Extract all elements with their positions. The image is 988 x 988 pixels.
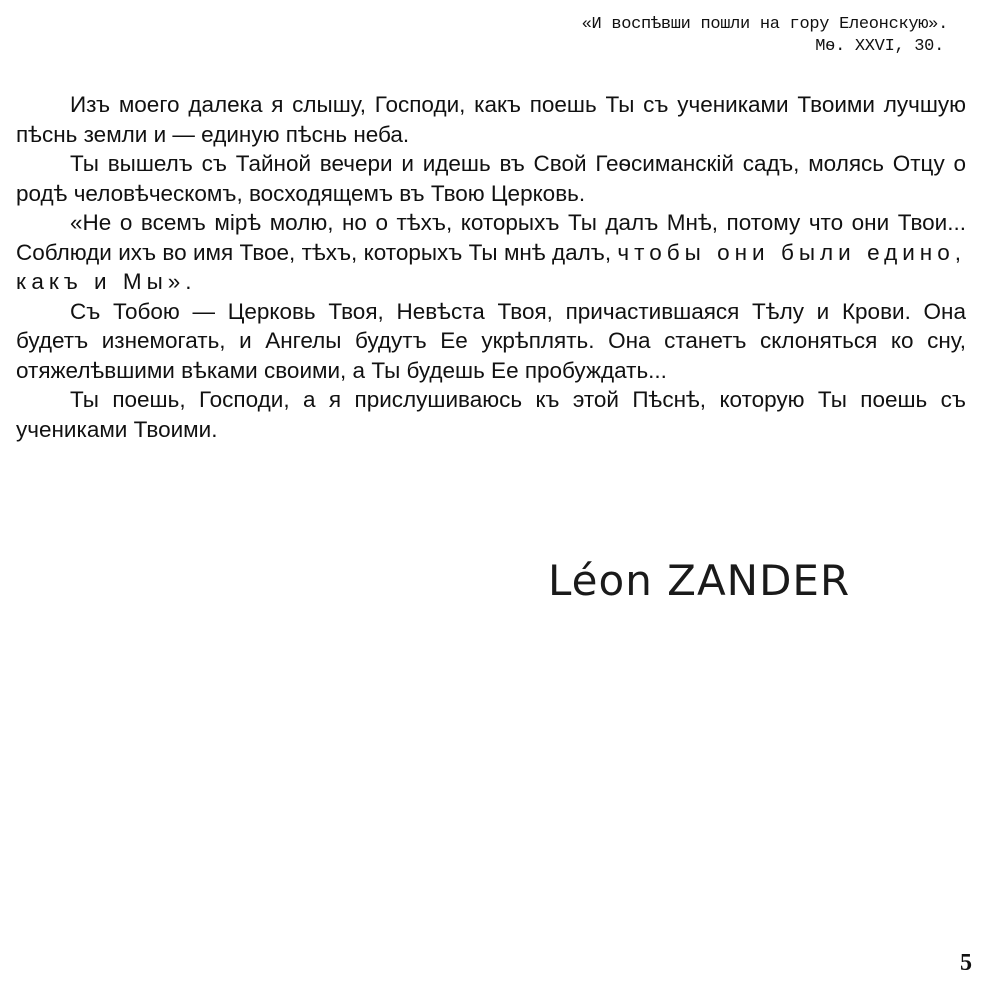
paragraph: Ты поешь, Господи, а я прислушиваюсь къ этой Пѣснѣ, которую Ты поешь съ учениками Твоими.: [16, 387, 966, 442]
epigraph: [428, 14, 948, 58]
epigraph-quote: «И воспѣвши пошли на гору Елеонскую».: [581, 15, 948, 34]
paragraph: Ты вышелъ съ Тайной вечери и идешь въ Свой Геѳсиманскій садъ, молясь Отцу о родѣ человѣческомъ, восходящемъ въ Твою Церковь.: [16, 151, 966, 206]
paragraph: [16, 208, 966, 297]
paragraph-spaced-text: чтобы они были едино, какъ и Мы».: [16, 239, 966, 294]
paragraph: Изъ моего далека я слышу, Господи, какъ поешь Ты съ учениками Твоими лучшую пѣснь земли и — единую пѣснь неба.: [16, 92, 966, 147]
body-text: [16, 90, 966, 444]
author-signature: Léon ZANDER: [548, 556, 851, 605]
epigraph-reference: Мѳ. XXVI, 30.: [815, 37, 944, 56]
paragraph: Съ Тобою — Церковь Твоя, Невѣста Твоя, причастившаяся Тѣлу и Крови. Она будетъ изнемогать, и Ангелы будутъ Ее укрѣплять. Она станетъ склоняться ко сну, отяжелѣвшими вѣками своими, а Ты будешь Ее пробуждать...: [16, 298, 966, 383]
page-number: 5: [960, 950, 972, 976]
paragraph-text: «Не о всемъ мірѣ молю, но о тѣхъ, которыхъ Ты далъ Мнѣ, потому что они Твои... Соблюди ихъ во имя Твое, тѣхъ, которыхъ Ты мнѣ далъ,: [16, 210, 966, 265]
